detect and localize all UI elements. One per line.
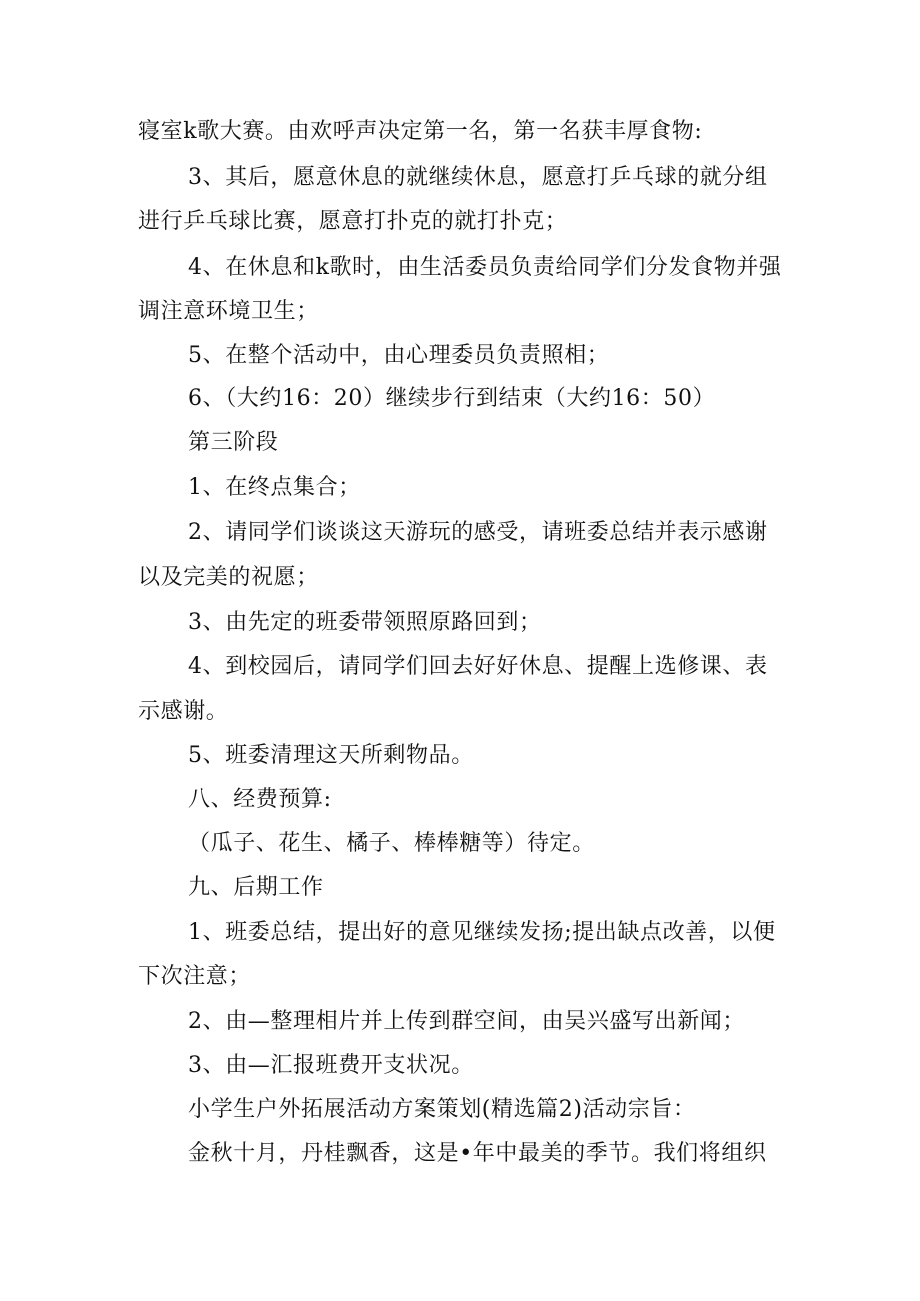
text-line: 2、由—整理相片并上传到群空间，由吴兴盛写出新闻； bbox=[188, 1009, 745, 1034]
text-line: 金秋十月，丹桂飘香，这是•年中最美的季节。我们将组织 bbox=[188, 1141, 767, 1166]
section-heading: 九、后期工作 bbox=[188, 875, 324, 900]
text-line: 1、在终点集合； bbox=[188, 475, 361, 500]
text-line: 3、由先定的班委带领照原路回到； bbox=[188, 610, 542, 635]
text-line: 示感谢。 bbox=[138, 699, 229, 724]
text-line: 6、（大约16：20）继续步行到结束（大约16：50） bbox=[188, 386, 716, 411]
section-heading: 第三阶段 bbox=[188, 430, 279, 455]
text-line: 寝室k歌大赛。由欢呼声决定第一名，第一名获丰厚食物: bbox=[138, 119, 703, 144]
text-line: 3、由—汇报班费开支状况。 bbox=[188, 1053, 474, 1078]
text-line: 下次注意； bbox=[138, 964, 252, 989]
text-line: 3、其后，愿意休息的就继续休息，愿意打乒乓球的就分组 bbox=[188, 165, 768, 190]
text-line: 调注意环境卫生； bbox=[138, 299, 319, 324]
article-heading: 小学生户外拓展活动方案策划(精选篇2)活动宗旨： bbox=[188, 1097, 696, 1122]
text-line: 2、请同学们谈谈这天游玩的感受，请班委总结并表示感谢 bbox=[188, 520, 768, 545]
text-line: 5、在整个活动中，由心理委员负责照相； bbox=[188, 343, 610, 368]
text-line: 进行乒乓球比赛，愿意打扑克的就打扑克； bbox=[138, 209, 568, 234]
text-line: 5、班委清理这天所剩物品。 bbox=[188, 743, 474, 768]
section-heading: 八、经费预算: bbox=[188, 787, 332, 812]
text-line: 1、班委总结，提出好的意见继续发扬;提出缺点改善，以便 bbox=[188, 920, 776, 945]
text-line: （瓜子、花生、橘子、棒棒糖等）待定。 bbox=[188, 831, 595, 856]
text-line: 4、到校园后，请同学们回去好好休息、提醒上选修课、表 bbox=[188, 654, 768, 679]
text-line: 以及完美的祝愿； bbox=[138, 565, 319, 590]
text-line: 4、在休息和k歌时，由生活委员负责给同学们分发食物并强 bbox=[188, 255, 782, 280]
